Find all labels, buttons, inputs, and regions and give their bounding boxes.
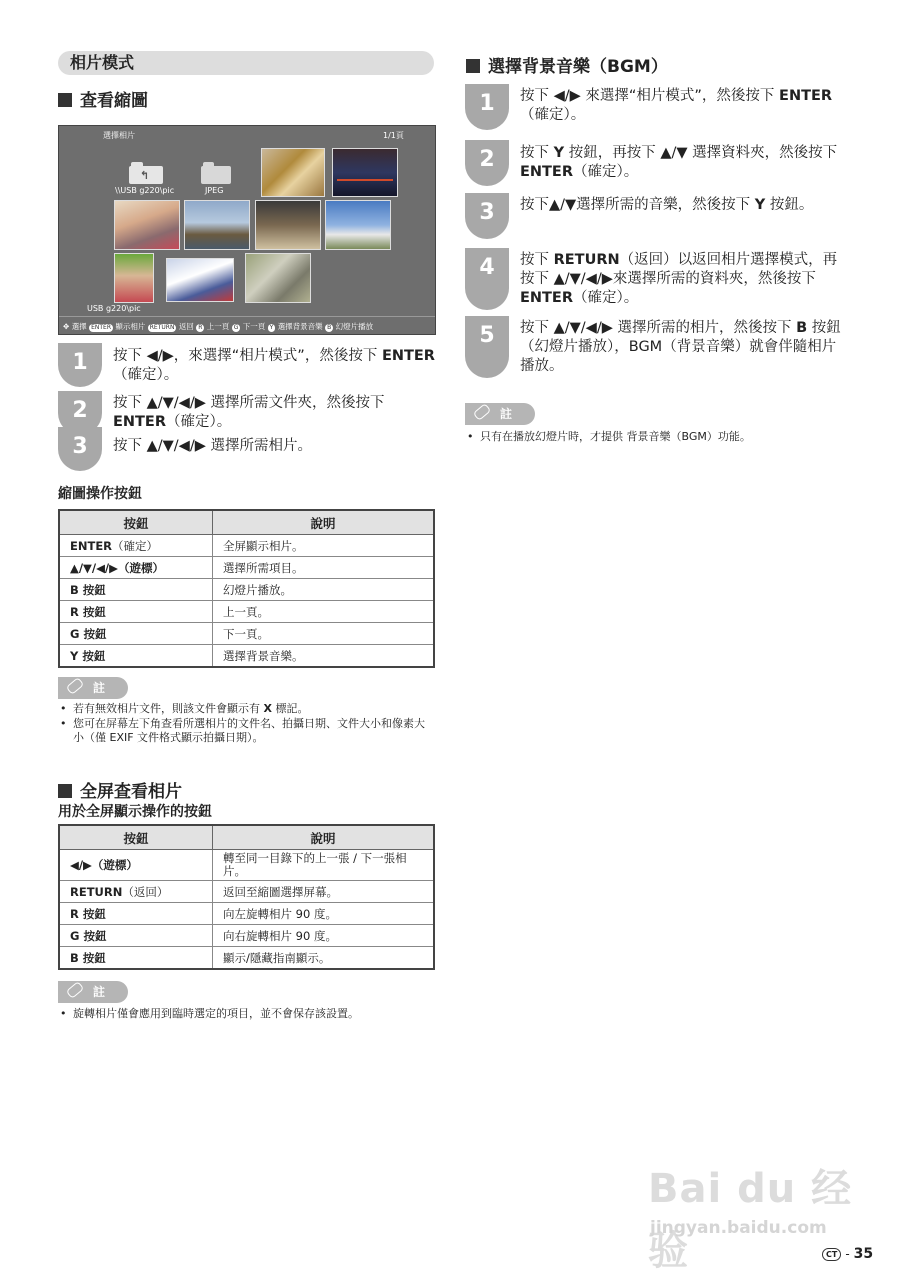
right-step-3-number: 3 bbox=[465, 193, 509, 239]
language-badge: CT bbox=[822, 1248, 841, 1261]
photo-girl-flowers-thumbnail[interactable] bbox=[114, 200, 180, 250]
right-step-1-text: 按下 ◀/▶ 來選擇“相片模式”，然後按下 ENTER（確定）。 bbox=[520, 88, 833, 123]
folder-up-label: \\USB g220\pic bbox=[115, 186, 175, 195]
r-key-icon: R bbox=[198, 324, 203, 331]
section-title-photo-mode: 相片模式 bbox=[58, 51, 434, 75]
view-thumbnails-heading: 查看縮圖 bbox=[58, 86, 148, 111]
right-step-5-number: 5 bbox=[465, 316, 509, 378]
photo-skier-thumbnail[interactable] bbox=[166, 258, 234, 302]
left-step-3-number: 3 bbox=[58, 427, 102, 471]
left-step-1-text: 按下 ◀/▶，來選擇“相片模式”，然後按下 ENTER（確定）。 bbox=[113, 348, 435, 383]
right-step-4-text: 按下 RETURN（返回）以返回相片選擇模式，再按下 ▲/▼/◀/▶來選擇所需的資料夾，然後按下 ENTER（確定）。 bbox=[520, 252, 838, 306]
screen-page: 1/1頁 bbox=[383, 131, 404, 140]
right-step-5-text: 按下 ▲/▼/◀/▶ 選擇所需的相片，然後按下 B 按鈕（幻燈片播放），BGM（背景音樂）就會伴隨相片播放。 bbox=[520, 320, 841, 374]
folder-icon[interactable] bbox=[201, 162, 231, 184]
right-step-2-text: 按下 Y 按鈕，再按下 ▲/▼ 選擇資料夾，然後按下 ENTER（確定）。 bbox=[520, 145, 838, 180]
left-step-3-text: 按下 ▲/▼/◀/▶ 選擇所需相片。 bbox=[113, 438, 312, 454]
photo-saxophone-thumbnail[interactable] bbox=[261, 148, 325, 197]
photo-girl-thumbnail[interactable] bbox=[114, 253, 154, 303]
page-footer: CT - 35 bbox=[822, 1246, 873, 1262]
right-step-3-text: 按下▲/▼選擇所需的音樂，然後按下 Y 按鈕。 bbox=[520, 197, 814, 213]
photo-bridge-thumbnail[interactable] bbox=[332, 148, 398, 197]
baidu-watermark-url: jingyan.baidu.com bbox=[650, 1218, 827, 1238]
note-2-item-1: • 旋轉相片僅會應用到臨時選定的項目，並不會保存該設置。 bbox=[73, 1007, 435, 1021]
table-header-description: 說明 bbox=[213, 510, 435, 535]
y-key-icon: Y bbox=[269, 324, 274, 331]
full-ops-heading: 用於全屏顯示操作的按鈕 bbox=[58, 804, 212, 820]
table-row: R 按鈕 上一頁。 bbox=[59, 601, 434, 623]
note-1-label: 註 bbox=[58, 677, 128, 699]
table-row: ◀/▶（遊標） 轉至同一目錄下的上一張 / 下一張相片。 bbox=[59, 850, 434, 881]
full-screen-heading: 全屏查看相片 bbox=[58, 777, 182, 802]
table-header-description: 說明 bbox=[213, 825, 435, 850]
left-step-1-number: 1 bbox=[58, 343, 102, 387]
screen-guide-bar: ✥ 選擇 ENTER 顯示相片 RETURN 返回 R 上一頁 G 下一頁 Y 選擇背景音樂 B 幻燈片播放 bbox=[59, 316, 435, 335]
table-row: R 按鈕 向左旋轉相片 90 度。 bbox=[59, 903, 434, 925]
table-row: B 按鈕 顯示/隱藏指南顯示。 bbox=[59, 947, 434, 970]
square-bullet-icon bbox=[466, 59, 480, 73]
paperclip-icon bbox=[66, 981, 85, 999]
current-path-label: USB g220\pic bbox=[87, 304, 141, 313]
table-row: ENTER（確定） 全屏顯示相片。 bbox=[59, 535, 434, 557]
photo-bicycle-thumbnail[interactable] bbox=[245, 253, 311, 303]
return-key-icon: RETURN bbox=[149, 324, 175, 331]
folder-label: JPEG bbox=[205, 186, 224, 195]
table-row: G 按鈕 向右旋轉相片 90 度。 bbox=[59, 925, 434, 947]
right-step-1-number: 1 bbox=[465, 84, 509, 130]
left-step-2-text: 按下 ▲/▼/◀/▶ 選擇所需文件夾，然後按下 ENTER（確定）。 bbox=[113, 395, 385, 430]
bgm-heading: 選擇背景音樂（BGM） bbox=[466, 52, 668, 77]
left-step-2-number: 2 bbox=[58, 391, 102, 435]
photo-street-thumbnail[interactable] bbox=[255, 200, 321, 250]
b-key-icon: B bbox=[327, 324, 332, 331]
paperclip-icon bbox=[66, 677, 85, 695]
note-3-label: 註 bbox=[465, 403, 535, 425]
photo-tower-thumbnail[interactable] bbox=[184, 200, 250, 250]
table-row: RETURN（返回） 返回至縮圖選擇屏幕。 bbox=[59, 881, 434, 903]
right-step-4-number: 4 bbox=[465, 248, 509, 310]
full-ops-table bbox=[58, 824, 435, 970]
screen-title: 選擇相片 bbox=[103, 131, 135, 140]
g-key-icon: G bbox=[233, 324, 239, 331]
dpad-icon: ✥ bbox=[63, 322, 70, 331]
note-3-item-1: • 只有在播放幻燈片時，才提供 背景音樂（BGM）功能。 bbox=[480, 430, 840, 444]
table-header-button: 按鈕 bbox=[59, 825, 213, 850]
note-1-item-1: • 若有無效相片文件，則該文件會顯示有 X 標記。 bbox=[73, 702, 435, 716]
thumbnail-screen bbox=[58, 125, 436, 335]
paperclip-icon bbox=[473, 403, 492, 421]
table-row: G 按鈕 下一頁。 bbox=[59, 623, 434, 645]
table-header-button: 按鈕 bbox=[59, 510, 213, 535]
thumb-ops-heading: 縮圖操作按鈕 bbox=[58, 486, 142, 502]
square-bullet-icon bbox=[58, 784, 72, 798]
folder-up-icon[interactable]: ↰ bbox=[129, 162, 163, 184]
photo-basilica-thumbnail[interactable] bbox=[325, 200, 391, 250]
thumb-ops-table bbox=[58, 509, 435, 668]
enter-key-icon: ENTER bbox=[91, 324, 111, 331]
table-row: ▲/▼/◀/▶（遊標） 選擇所需項目。 bbox=[59, 557, 434, 579]
right-step-2-number: 2 bbox=[465, 140, 509, 186]
page-number: 35 bbox=[853, 1246, 874, 1262]
note-2-label: 註 bbox=[58, 981, 128, 1003]
table-row: B 按鈕 幻燈片播放。 bbox=[59, 579, 434, 601]
table-row: Y 按鈕 選擇背景音樂。 bbox=[59, 645, 434, 668]
note-1-item-2: • 您可在屏幕左下角查看所選相片的文件名、拍攝日期、文件大小和像素大小（僅 EXIF 文件格式顯示拍攝日期）。 bbox=[73, 717, 435, 745]
baidu-watermark-logo: Bai du 经验 bbox=[648, 1166, 853, 1274]
square-bullet-icon bbox=[58, 93, 72, 107]
